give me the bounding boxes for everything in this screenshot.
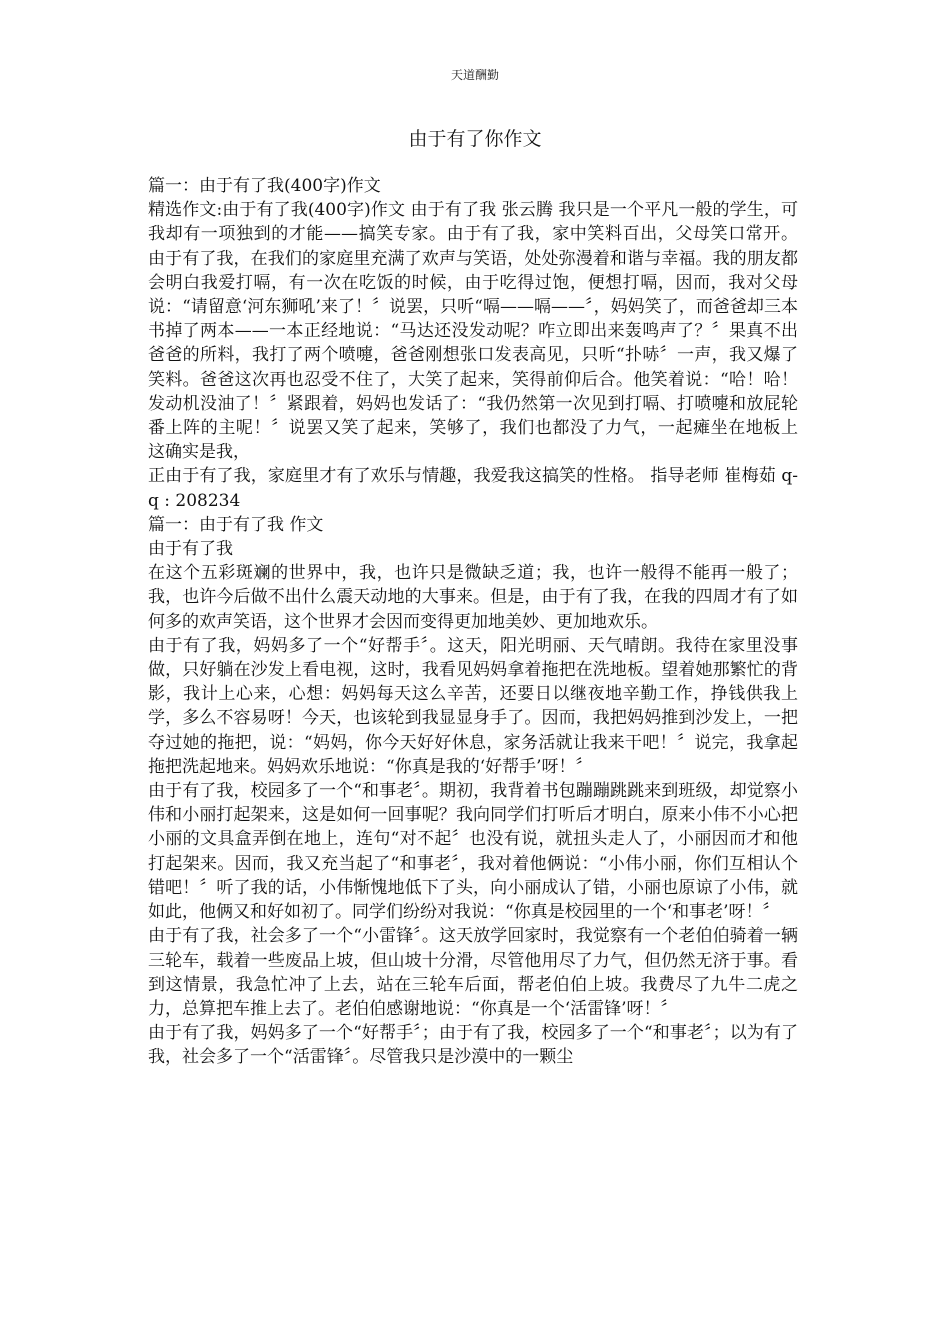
paragraph-section-heading-1: 篇一：由于有了我(400字)作文 bbox=[148, 176, 381, 196]
paragraph-good-helper: 由于有了我，妈妈多了一个“好帮手〞。这天，阳光明丽、天气晴朗。我待在家里没事做，只好躺在沙发上看电视，这时，我看见妈妈拿着拖把在洗地板。望着她那繁忙的背影，我计上心来，心想：妈妈每天这么辛苦，还要日以继夜地辛勤工作，挣钱供我上学，多么不容易呀！今天，也该轮到我显显身手了。因而，我把妈妈推到沙发上，一把夺过她的拖把，说：“妈妈，你今天好好休息，家务活就让我来干吧！〞说完，我拿起拖把洗起地来。妈妈欢乐地说：“你真是我的‘好帮手’呀！〞 bbox=[148, 635, 798, 777]
paragraph-essay-2-title: 由于有了我 bbox=[148, 539, 233, 560]
paragraph-little-leifeng: 由于有了我，社会多了一个“小雷锋〞。这天放学回家时，我觉察有一个老伯伯骑着一辆三轮车，载着一些废品上坡，但山坡十分滑，尽管他用尽了力气，但仍然无济于事。看到这情景，我急忙冲了上去，站在三轮车后面，帮老伯伯上坡。我费尽了九牛二虎之力，总算把车推上去了。老伯伯感谢地说：“你真是一个‘活雷锋’呀！〞 bbox=[148, 926, 798, 1019]
document-body bbox=[148, 174, 798, 1070]
paragraph-summary: 由于有了我，妈妈多了一个“好帮手〞；由于有了我，校园多了一个“和事老〞；以为有了我，社会多了一个“活雷锋〞。尽管我只是沙漠中的一颗尘 bbox=[148, 1023, 798, 1068]
page-header: 天道酬勤 bbox=[450, 68, 499, 82]
paragraph-section-heading-2: 篇一：由于有了我 作文 bbox=[148, 514, 324, 535]
paragraph-essay-1-end: 正由于有了我，家庭里才有了欢乐与情趣，我爱我这搞笑的性格。 指导老师 崔梅茹 q-q : 208234 bbox=[148, 466, 798, 511]
document-title: 由于有了你作文 bbox=[408, 128, 542, 150]
paragraph-peacemaker: 由于有了我，校园多了一个“和事老〞。期初，我背着书包蹦蹦跳跳来到班级，却觉察小伟和小丽打起架来，这是如何一回事呢？我向同学们打听后才明白，原来小伟不小心把小丽的文具盒弄倒在地上，连句“对不起〞也没有说，就扭头走人了，小丽因而才和他打起架来。因而，我又充当起了“和事老〞，我对着他俩说：“小伟小丽，你们互相认个错吧！〞听了我的话，小伟惭愧地低下了头，向小丽成认了错，小丽也原谅了小伟，就如此，他俩又和好如初了。同学们纷纷对我说：“你真是校园里的一个‘和事老’呀！〞 bbox=[148, 781, 798, 923]
paragraph-essay-2-intro: 在这个五彩斑斓的世界中，我，也许只是微缺乏道；我，也许一般得不能再一般了；我，也许今后做不出什么震天动地的大事来。但是，由于有了我，在我的四周才有了如何多的欢声笑语，这个世界才会因而变得更加地美妙、更加地欢乐。 bbox=[148, 563, 798, 632]
paragraph-essay-1: 精选作文:由于有了我(400字)作文 由于有了我 张云腾 我只是一个平凡一般的学生，可我却有一项独到的才能——搞笑专家。由于有了我，家中笑料百出，父母笑口常开。 由于有了我，在我们的家庭里充满了欢声与笑语，处处弥漫着和谐与幸福。我的朋友都会明白我爱打嗝，有一次在吃饭的时候，由于吃得过饱，便想打嗝，因而，我对父母说：“请留意‘河东狮吼’来了！〞说罢，只听“嗝——嗝——〞，妈妈笑了，而爸爸却三本书掉了两本——一本正经地说：“马达还没发动呢？咋立即出来轰鸣声了？〞果真不出爸爸的所料，我打了两个喷嚏，爸爸刚想张口发表高见，只听“扑哧〞一声，我又爆了笑料。爸爸这次再也忍受不住了，大笑了起来，笑得前仰后合。他笑着说：“哈！哈！发动机没油了！〞紧跟着，妈妈也发话了：“我仍然第一次见到打嗝、打喷嚏和放屁轮番上阵的主呢！〞说罢又笑了起来，笑够了，我们也都没了力气，一起瘫坐在地板上 这确实是我， bbox=[148, 200, 798, 463]
